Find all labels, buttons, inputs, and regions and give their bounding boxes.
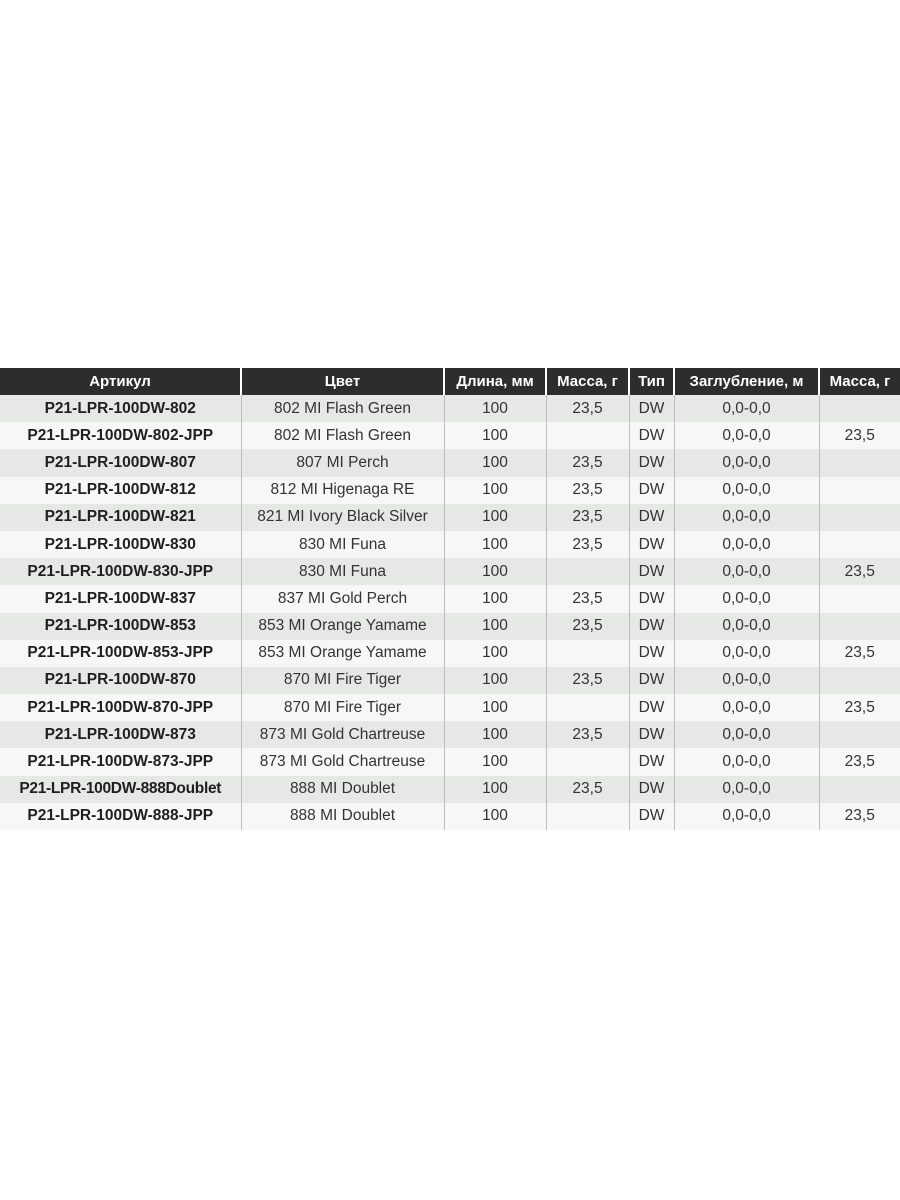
header-color: Цвет (241, 368, 444, 395)
color-cell: 853 MI Orange Yamame (241, 613, 444, 640)
type-cell: DW (629, 449, 674, 476)
mass-jpp-cell: 23,5 (819, 558, 900, 585)
length-cell: 100 (444, 694, 546, 721)
depth-cell: 0,0-0,0 (674, 803, 819, 830)
table-row (0, 640, 900, 667)
table-row (0, 776, 900, 803)
length-cell: 100 (444, 721, 546, 748)
length-cell: 100 (444, 776, 546, 803)
length-cell: 100 (444, 504, 546, 531)
table-row (0, 721, 900, 748)
color-cell: 870 MI Fire Tiger (241, 694, 444, 721)
mass-cell: 23,5 (546, 449, 629, 476)
type-cell: DW (629, 640, 674, 667)
mass-jpp-cell: 23,5 (819, 803, 900, 830)
table-row (0, 449, 900, 476)
color-cell: 830 MI Funa (241, 531, 444, 558)
length-cell: 100 (444, 422, 546, 449)
length-cell: 100 (444, 667, 546, 694)
length-cell: 100 (444, 748, 546, 775)
depth-cell: 0,0-0,0 (674, 667, 819, 694)
article-cell: P21-LPR-100DW-802 (0, 395, 241, 422)
table-row (0, 531, 900, 558)
length-cell: 100 (444, 395, 546, 422)
type-cell: DW (629, 477, 674, 504)
depth-cell: 0,0-0,0 (674, 395, 819, 422)
color-cell: 873 MI Gold Chartreuse (241, 748, 444, 775)
type-cell: DW (629, 422, 674, 449)
depth-cell: 0,0-0,0 (674, 585, 819, 612)
mass-jpp-cell (819, 613, 900, 640)
table-row (0, 477, 900, 504)
length-cell: 100 (444, 613, 546, 640)
color-cell: 802 MI Flash Green (241, 422, 444, 449)
color-cell: 888 MI Doublet (241, 776, 444, 803)
product-table-container (0, 368, 900, 830)
table-row (0, 585, 900, 612)
length-cell: 100 (444, 585, 546, 612)
mass-jpp-cell (819, 449, 900, 476)
color-cell: 807 MI Perch (241, 449, 444, 476)
mass-jpp-cell (819, 721, 900, 748)
type-cell: DW (629, 395, 674, 422)
mass-cell (546, 694, 629, 721)
mass-jpp-cell: 23,5 (819, 748, 900, 775)
depth-cell: 0,0-0,0 (674, 449, 819, 476)
header-mass: Масса, г (546, 368, 629, 395)
mass-cell: 23,5 (546, 531, 629, 558)
article-cell: P21-LPR-100DW-870-JPP (0, 694, 241, 721)
length-cell: 100 (444, 803, 546, 830)
mass-jpp-cell (819, 504, 900, 531)
color-cell: 802 MI Flash Green (241, 395, 444, 422)
length-cell: 100 (444, 640, 546, 667)
header-article: Артикул (0, 368, 241, 395)
type-cell: DW (629, 585, 674, 612)
depth-cell: 0,0-0,0 (674, 422, 819, 449)
mass-jpp-cell: 23,5 (819, 694, 900, 721)
table-body (0, 395, 900, 830)
article-cell: P21-LPR-100DW-812 (0, 477, 241, 504)
table-row (0, 395, 900, 422)
header-row (0, 368, 900, 395)
color-cell: 873 MI Gold Chartreuse (241, 721, 444, 748)
color-cell: 837 MI Gold Perch (241, 585, 444, 612)
mass-cell (546, 640, 629, 667)
table-row (0, 803, 900, 830)
depth-cell: 0,0-0,0 (674, 531, 819, 558)
article-cell: P21-LPR-100DW-888-JPP (0, 803, 241, 830)
mass-cell: 23,5 (546, 504, 629, 531)
mass-jpp-cell (819, 531, 900, 558)
mass-jpp-cell (819, 395, 900, 422)
table-row (0, 558, 900, 585)
table-row (0, 667, 900, 694)
mass-cell: 23,5 (546, 477, 629, 504)
article-cell: P21-LPR-100DW-873-JPP (0, 748, 241, 775)
color-cell: 888 MI Doublet (241, 803, 444, 830)
header-mass-jpp: Масса, г (819, 368, 900, 395)
depth-cell: 0,0-0,0 (674, 613, 819, 640)
table-row (0, 748, 900, 775)
mass-cell: 23,5 (546, 776, 629, 803)
color-cell: 821 MI Ivory Black Silver (241, 504, 444, 531)
length-cell: 100 (444, 477, 546, 504)
article-cell: P21-LPR-100DW-821 (0, 504, 241, 531)
depth-cell: 0,0-0,0 (674, 721, 819, 748)
article-cell: P21-LPR-100DW-853 (0, 613, 241, 640)
color-cell: 812 MI Higenaga RE (241, 477, 444, 504)
article-cell: P21-LPR-100DW-888Doublet (0, 776, 241, 803)
mass-jpp-cell: 23,5 (819, 422, 900, 449)
type-cell: DW (629, 613, 674, 640)
type-cell: DW (629, 504, 674, 531)
type-cell: DW (629, 803, 674, 830)
table-row (0, 422, 900, 449)
depth-cell: 0,0-0,0 (674, 477, 819, 504)
article-cell: P21-LPR-100DW-837 (0, 585, 241, 612)
mass-cell: 23,5 (546, 395, 629, 422)
article-cell: P21-LPR-100DW-830-JPP (0, 558, 241, 585)
type-cell: DW (629, 558, 674, 585)
type-cell: DW (629, 667, 674, 694)
mass-cell (546, 422, 629, 449)
article-cell: P21-LPR-100DW-870 (0, 667, 241, 694)
product-spec-table (0, 368, 900, 830)
mass-jpp-cell (819, 585, 900, 612)
type-cell: DW (629, 776, 674, 803)
length-cell: 100 (444, 558, 546, 585)
color-cell: 870 MI Fire Tiger (241, 667, 444, 694)
mass-cell: 23,5 (546, 613, 629, 640)
depth-cell: 0,0-0,0 (674, 694, 819, 721)
article-cell: P21-LPR-100DW-802-JPP (0, 422, 241, 449)
depth-cell: 0,0-0,0 (674, 776, 819, 803)
depth-cell: 0,0-0,0 (674, 748, 819, 775)
table-row (0, 504, 900, 531)
length-cell: 100 (444, 449, 546, 476)
table-header (0, 368, 900, 395)
header-depth: Заглубление, м (674, 368, 819, 395)
table-row (0, 694, 900, 721)
article-cell: P21-LPR-100DW-873 (0, 721, 241, 748)
mass-cell: 23,5 (546, 667, 629, 694)
type-cell: DW (629, 531, 674, 558)
article-cell: P21-LPR-100DW-807 (0, 449, 241, 476)
depth-cell: 0,0-0,0 (674, 504, 819, 531)
mass-jpp-cell (819, 667, 900, 694)
type-cell: DW (629, 748, 674, 775)
depth-cell: 0,0-0,0 (674, 640, 819, 667)
header-type: Тип (629, 368, 674, 395)
mass-jpp-cell (819, 776, 900, 803)
mass-cell (546, 748, 629, 775)
mass-jpp-cell: 23,5 (819, 640, 900, 667)
type-cell: DW (629, 694, 674, 721)
color-cell: 830 MI Funa (241, 558, 444, 585)
mass-cell (546, 558, 629, 585)
length-cell: 100 (444, 531, 546, 558)
color-cell: 853 MI Orange Yamame (241, 640, 444, 667)
mass-cell: 23,5 (546, 585, 629, 612)
article-cell: P21-LPR-100DW-853-JPP (0, 640, 241, 667)
header-length: Длина, мм (444, 368, 546, 395)
mass-cell: 23,5 (546, 721, 629, 748)
mass-cell (546, 803, 629, 830)
depth-cell: 0,0-0,0 (674, 558, 819, 585)
mass-jpp-cell (819, 477, 900, 504)
article-cell: P21-LPR-100DW-830 (0, 531, 241, 558)
type-cell: DW (629, 721, 674, 748)
table-row (0, 613, 900, 640)
